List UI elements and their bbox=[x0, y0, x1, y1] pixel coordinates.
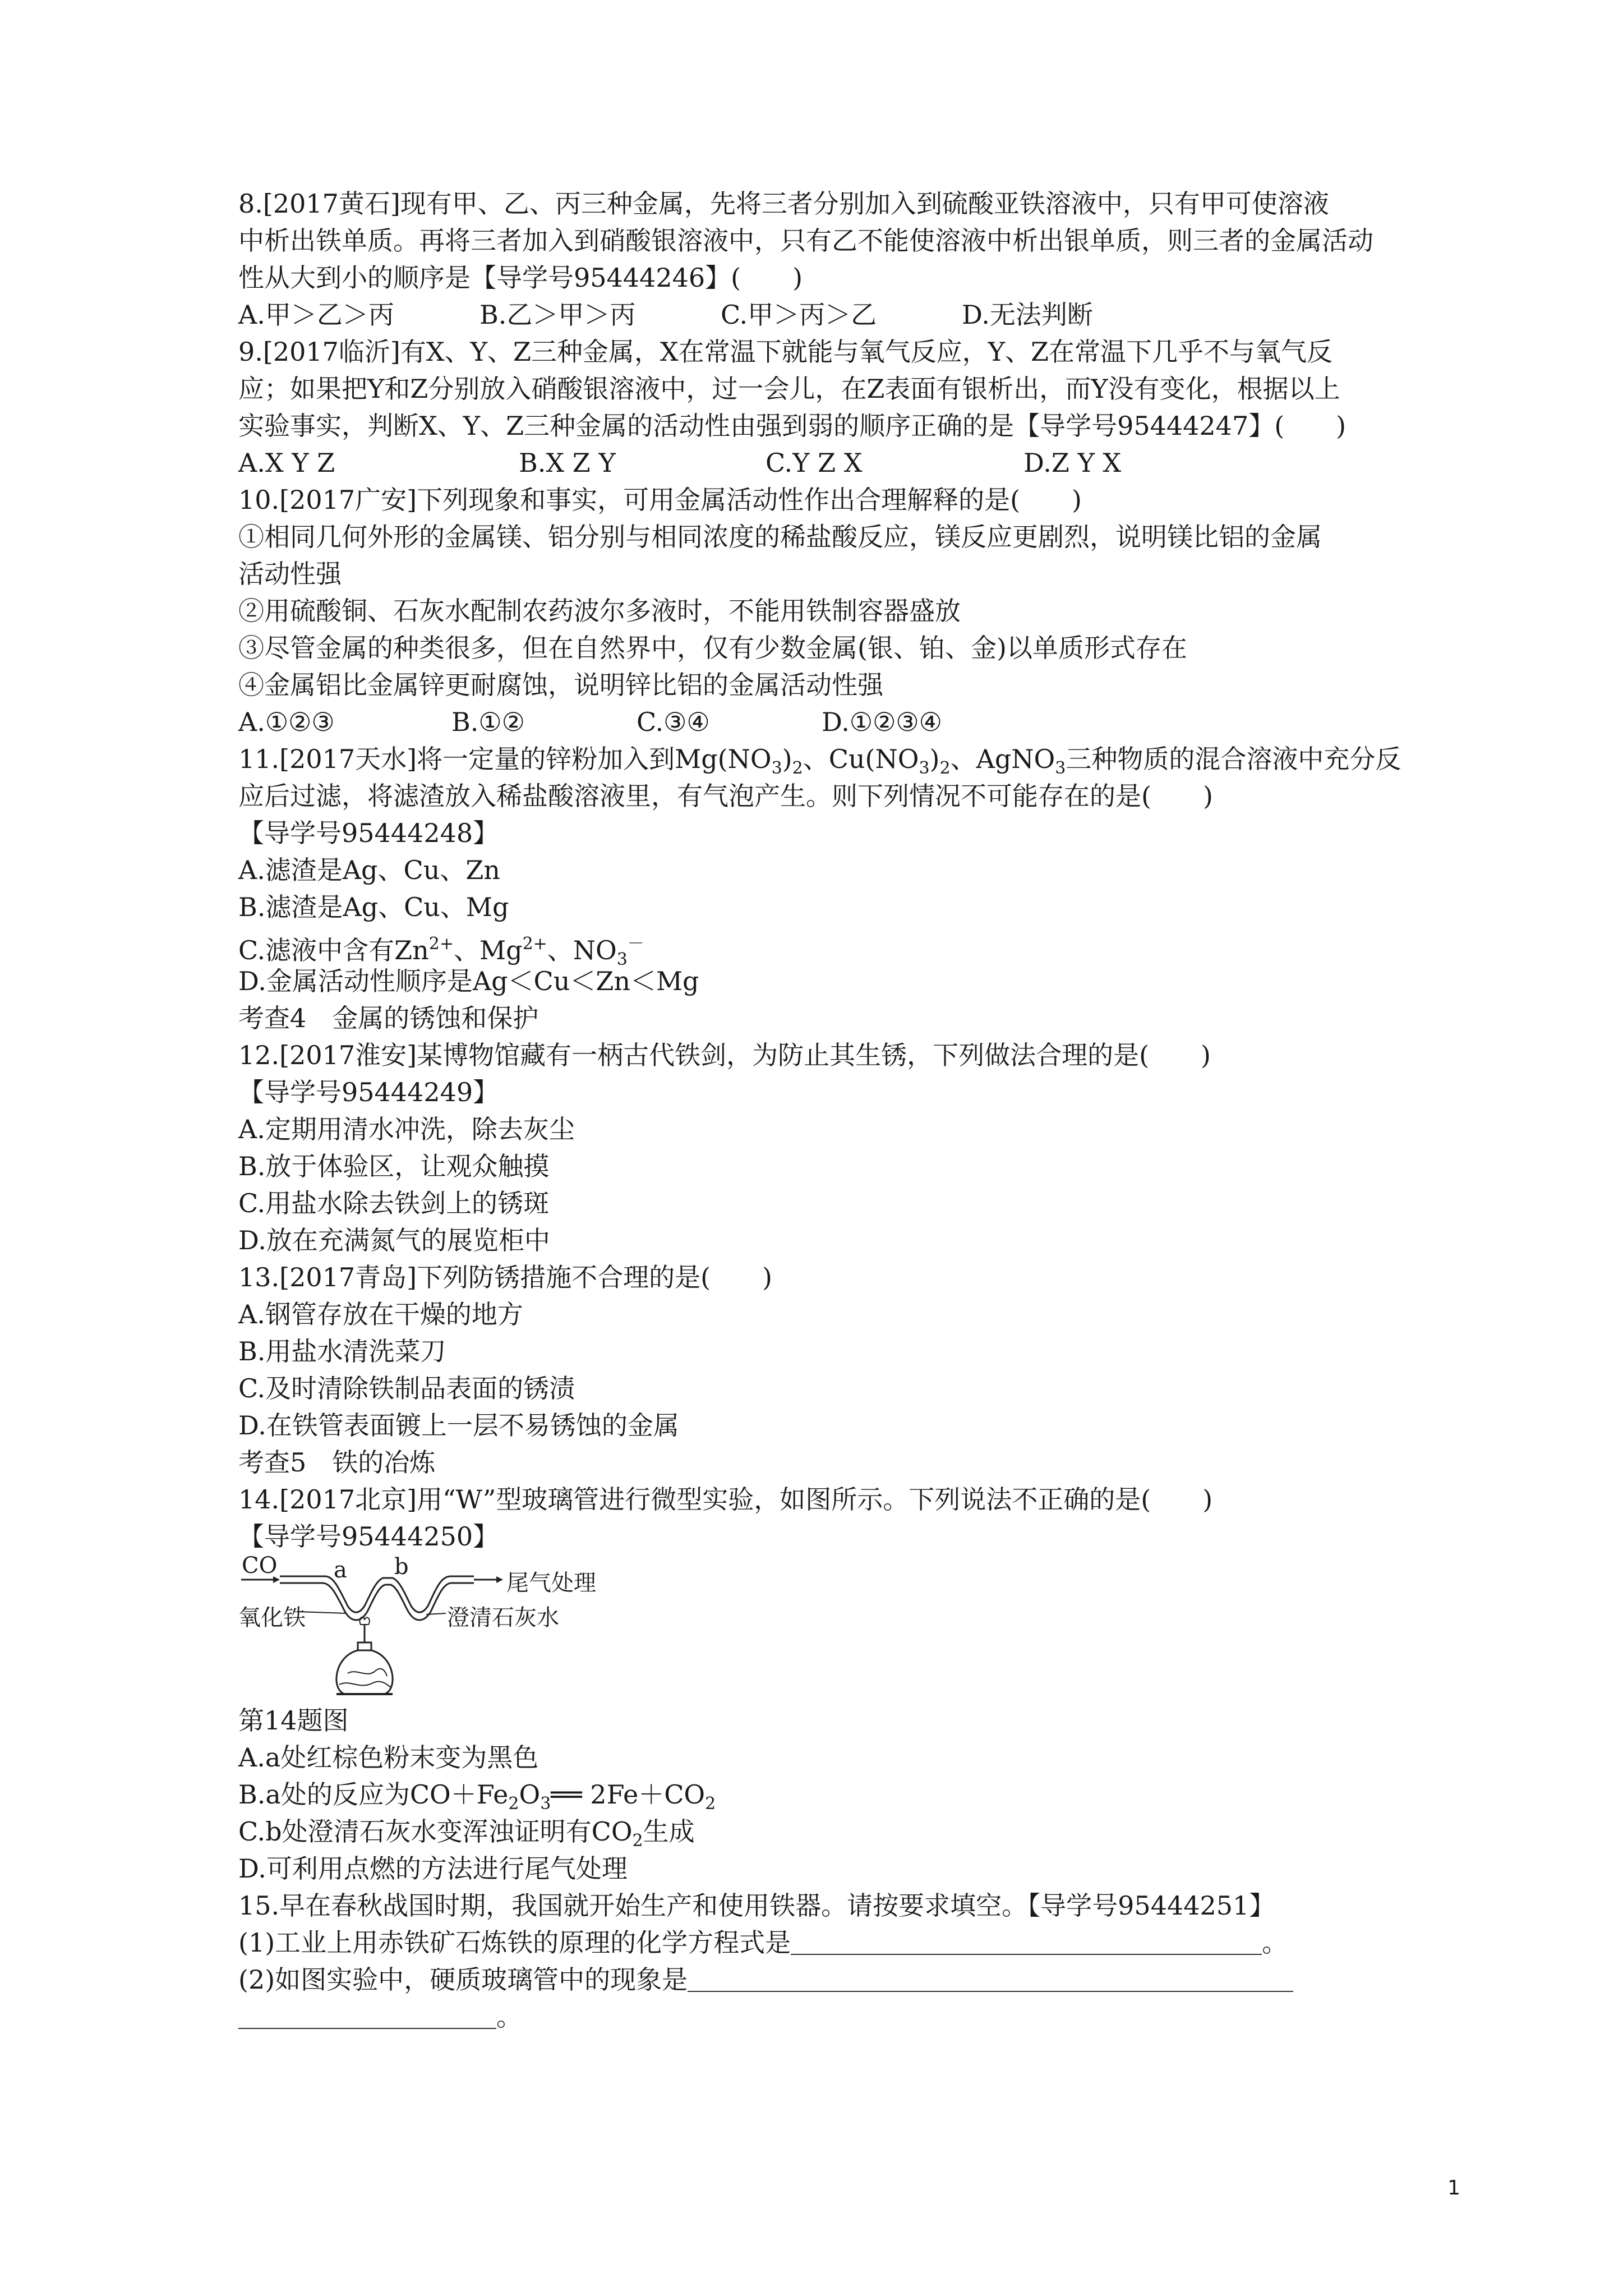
q11-option-d: D.金属活动性顺序是Ag＜Cu＜Zn＜Mg bbox=[238, 966, 699, 996]
limewater-label: 澄清石灰水 bbox=[447, 1605, 559, 1631]
q11-optc-sup: － bbox=[627, 934, 644, 954]
q14-optc-text: 生成 bbox=[643, 1816, 695, 1847]
q8-line-2: 中析出铁单质。再将三者加入到硝酸银溶液中，只有乙不能使溶液中析出银单质，则三者的金属活动 bbox=[238, 226, 1373, 256]
q14-figure-caption: 第14题图 bbox=[238, 1705, 349, 1736]
co-label: CO bbox=[242, 1553, 278, 1579]
page-number: 1 bbox=[1447, 2177, 1460, 2200]
iron-oxide-label: 氧化铁 bbox=[238, 1605, 306, 1631]
q10-statement-4: ④金属铝比金属锌更耐腐蚀，说明锌比铝的金属活动性强 bbox=[238, 670, 883, 700]
q14-optb-text: B.a处的反应为CO＋Fe bbox=[238, 1779, 509, 1810]
q14-optb-sub: 2 bbox=[705, 1794, 716, 1814]
q11-line-2: 应后过滤，将滤渣放入稀盐酸溶液里，有气泡产生。则下列情况不可能存在的是( ) bbox=[238, 781, 1213, 811]
q15-part-1-end: 。 bbox=[1262, 1927, 1288, 1958]
q11-optc-text: 、Mg bbox=[454, 935, 523, 965]
q15-part-2-end: 。 bbox=[496, 2001, 522, 2032]
q13-option-d: D.在铁管表面镀上一层不易锈蚀的金属 bbox=[238, 1410, 679, 1441]
q14-optb-text: ══ 2Fe＋CO bbox=[551, 1779, 706, 1810]
q11-optc-text: C.滤液中含有Zn bbox=[238, 935, 429, 965]
q14-optb-text: O bbox=[519, 1779, 541, 1810]
q11-optc-text: 、NO bbox=[547, 935, 617, 965]
q12-option-a: A.定期用清水冲洗，除去灰尘 bbox=[238, 1114, 575, 1144]
q11-text-c: 、Cu(NO bbox=[803, 744, 919, 774]
q10-statement-3: ③尽管金属的种类很多，但在自然界中，仅有少数金属(银、铂、金)以单质形式存在 bbox=[238, 633, 1187, 663]
q11-sub: 2 bbox=[792, 758, 803, 778]
q10-option-b: B.①② bbox=[451, 707, 525, 737]
q15-answer-blank-1[interactable] bbox=[791, 1931, 1262, 1955]
q10-statement-1a: ①相同几何外形的金属镁、铝分别与相同浓度的稀盐酸反应，镁反应更剧烈，说明镁比铝的金属 bbox=[238, 522, 1322, 552]
q8-option-a: A.甲＞乙＞丙 bbox=[238, 300, 394, 330]
q8-option-b: B.乙＞甲＞丙 bbox=[479, 300, 636, 330]
q9-line-3: 实验事实，判断X、Y、Z三种金属的活动性由强到弱的顺序正确的是【导学号95444247】( ) bbox=[238, 411, 1347, 441]
q8-option-d: D.无法判断 bbox=[962, 300, 1093, 330]
q9-option-a: A.X Y Z bbox=[238, 448, 335, 478]
q13-option-a: A.钢管存放在干燥的地方 bbox=[238, 1299, 523, 1329]
q14-optb-sub: 3 bbox=[540, 1794, 551, 1814]
q12-stem: 12.[2017淮安]某博物馆藏有一柄古代铁剑，为防止其生锈，下列做法合理的是( ) bbox=[238, 1040, 1211, 1070]
q15-part-2-continued bbox=[238, 1998, 1472, 2035]
q8-line-3: 性从大到小的顺序是【导学号95444246】( ) bbox=[238, 263, 803, 293]
q10-stem: 10.[2017广安]下列现象和事实，可用金属活动性作出合理解释的是( ) bbox=[238, 485, 1082, 515]
q8-line-1: 8.[2017黄石]现有甲、乙、丙三种金属，先将三者分别加入到硫酸亚铁溶液中，只有甲可使溶液 bbox=[238, 188, 1329, 219]
q13-stem: 13.[2017青岛]下列防锈措施不合理的是( ) bbox=[238, 1262, 773, 1292]
q14-option-b bbox=[238, 1776, 1472, 1813]
q15-answer-blank-2[interactable] bbox=[688, 1968, 1293, 1992]
q11-option-a: A.滤渣是Ag、Cu、Zn bbox=[238, 855, 500, 885]
q8-option-c: C.甲＞丙＞乙 bbox=[721, 300, 877, 330]
q14-optb-sub: 2 bbox=[508, 1794, 519, 1814]
q15-part-1-text: (1)工业上用赤铁矿石炼铁的原理的化学方程式是 bbox=[238, 1927, 791, 1958]
q11-text-a: 11.[2017天水]将一定量的锌粉加入到Mg(NO bbox=[238, 744, 772, 774]
q11-optc-sub: 3 bbox=[616, 950, 628, 969]
q14-code: 【导学号95444250】 bbox=[238, 1521, 499, 1552]
q11-code: 【导学号95444248】 bbox=[238, 818, 499, 848]
q11-option-b: B.滤渣是Ag、Cu、Mg bbox=[238, 892, 509, 922]
q9-option-c: C.Y Z X bbox=[766, 448, 863, 478]
q10-option-d: D.①②③④ bbox=[822, 707, 942, 737]
q11-text-b: ) bbox=[782, 744, 792, 774]
q10-option-c: C.③④ bbox=[637, 707, 710, 737]
q11-text-d: ) bbox=[929, 744, 940, 774]
q9-options bbox=[238, 444, 1472, 481]
q9-option-d: D.Z Y X bbox=[1023, 448, 1122, 478]
section-5-heading: 考查5 铁的冶炼 bbox=[238, 1447, 436, 1478]
q12-option-b: B.放于体验区，让观众触摸 bbox=[238, 1151, 550, 1181]
q15-answer-blank-2-cont[interactable] bbox=[238, 2005, 496, 2029]
q13-option-b: B.用盐水清洗菜刀 bbox=[238, 1336, 446, 1366]
q10-option-a: A.①②③ bbox=[238, 707, 335, 737]
section-4-heading: 考查4 金属的锈蚀和保护 bbox=[238, 1003, 539, 1033]
point-a-label: a bbox=[334, 1557, 347, 1583]
q15-part-2-text: (2)如图实验中，硬质玻璃管中的现象是 bbox=[238, 1964, 688, 1995]
q14-optc-text: C.b处澄清石灰水变浑浊证明有CO bbox=[238, 1816, 633, 1847]
q12-code: 【导学号95444249】 bbox=[238, 1077, 499, 1107]
q11-sub: 2 bbox=[939, 758, 951, 778]
q9-option-b: B.X Z Y bbox=[519, 448, 616, 478]
point-b-label: b bbox=[394, 1554, 409, 1580]
q14-option-d: D.可利用点燃的方法进行尾气处理 bbox=[238, 1853, 628, 1884]
q10-statement-1b: 活动性强 bbox=[238, 559, 342, 589]
exhaust-label: 尾气处理 bbox=[506, 1570, 596, 1596]
q12-option-d: D.放在充满氮气的展览柜中 bbox=[238, 1225, 550, 1255]
q10-options bbox=[238, 703, 1472, 740]
q15-part-2 bbox=[238, 1961, 1472, 1998]
q11-optc-sup: 2+ bbox=[428, 934, 454, 954]
q15-stem: 15.早在春秋战国时期，我国就开始生产和使用铁器。请按要求填空。【导学号95444251】 bbox=[238, 1890, 1275, 1921]
q9-line-1: 9.[2017临沂]有X、Y、Z三种金属，X在常温下就能与氧气反应，Y、Z在常温下几乎不与氧气反 bbox=[238, 337, 1333, 367]
q8-options bbox=[238, 296, 1472, 333]
q15-part-1 bbox=[238, 1924, 1472, 1961]
q9-line-2: 应；如果把Y和Z分别放入硝酸银溶液中，过一会儿，在Z表面有银析出，而Y没有变化，根据以上 bbox=[238, 374, 1340, 404]
q11-sub: 3 bbox=[919, 758, 930, 778]
q11-sub: 3 bbox=[771, 758, 782, 778]
w-tube-apparatus-figure bbox=[238, 1553, 597, 1699]
q11-text-e: 、AgNO bbox=[950, 744, 1055, 774]
q11-line-1 bbox=[238, 740, 1472, 777]
q14-option-a: A.a处红棕色粉末变为黑色 bbox=[238, 1742, 539, 1773]
q11-text-f: 三种物质的混合溶液中充分反 bbox=[1066, 744, 1401, 774]
q10-statement-2: ②用硫酸铜、石灰水配制农药波尔多液时，不能用铁制容器盛放 bbox=[238, 596, 961, 626]
q11-optc-sup: 2+ bbox=[522, 934, 547, 954]
q13-option-c: C.及时清除铁制品表面的锈渍 bbox=[238, 1373, 575, 1404]
q14-stem: 14.[2017北京]用“W”型玻璃管进行微型实验，如图所示。下列说法不正确的是( ) bbox=[238, 1484, 1213, 1515]
q14-optc-sub: 2 bbox=[632, 1831, 643, 1851]
q11-sub: 3 bbox=[1055, 758, 1066, 778]
document-content bbox=[238, 185, 1472, 2035]
q11-option-c bbox=[238, 926, 1472, 969]
q12-option-c: C.用盐水除去铁剑上的锈斑 bbox=[238, 1188, 550, 1218]
q14-option-c bbox=[238, 1813, 1472, 1850]
